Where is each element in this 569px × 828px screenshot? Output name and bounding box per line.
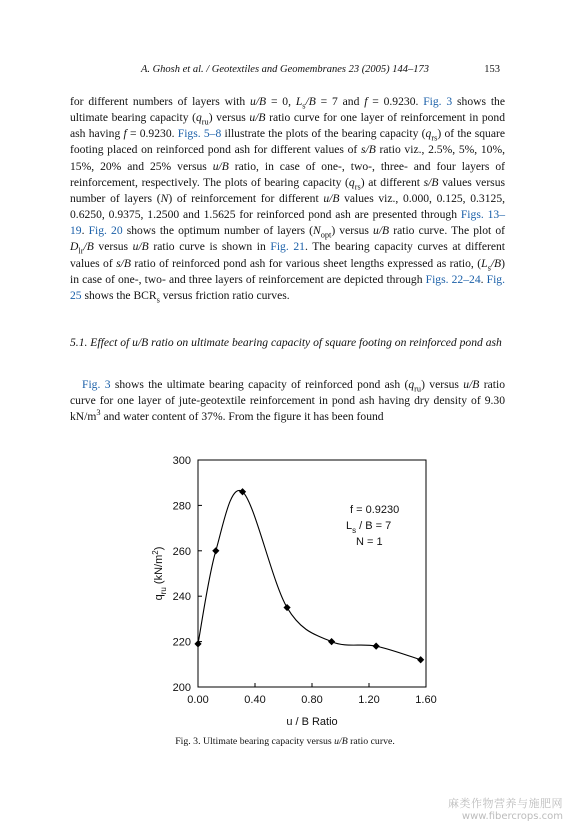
italic-text: D (70, 240, 79, 254)
text-run: ratio curve for one layer of jute-geotextile reinforcement in pond ash having dry density of 9.30 kN/m (70, 378, 505, 424)
data-point-marker (328, 638, 335, 645)
text-run: for different numbers of layers with (70, 95, 251, 108)
text-run: shows the optimum number of layers ( (122, 224, 313, 238)
italic-text: q (195, 111, 202, 125)
text-run: ) versus (331, 224, 374, 238)
text-run: ratio of reinforced pond ash for various sheet lengths expressed as ratio, ( (130, 256, 482, 270)
page-number: 153 (484, 64, 500, 75)
watermark-url: www.fibercrops.com (461, 811, 563, 822)
italic-text: L (295, 95, 303, 108)
text-run: and water content of 37%. From the figure it has been found (100, 410, 384, 424)
text-run: ) of reinforcement for different (168, 191, 324, 205)
y-axis-label: $q_{ru}$ $(kN/m^2)$ (151, 546, 168, 601)
running-title: A. Ghosh et al. / Geotextiles and Geomembranes 23 (2005) 144–173 (140, 64, 430, 75)
text-run: ratio curve is shown in (148, 240, 271, 254)
italic-text: /B (305, 95, 316, 108)
italic-text: f (364, 95, 368, 108)
x-tick-label: 0.40 (244, 694, 266, 706)
figure-reference-link[interactable]: Figs. 5–8 (177, 127, 222, 141)
figure-reference-link[interactable]: Fig. 3 (82, 378, 111, 391)
subscript: ru (201, 117, 209, 127)
y-tick-label: 200 (172, 682, 191, 694)
figure-reference-link[interactable]: Figs. 13–19 (70, 208, 505, 238)
y-tick-label: 240 (172, 591, 191, 604)
text-run: ratio, in case of one-, two-, three- and four layers of reinforcement, respectively. The plots of bearing capacity ( (70, 159, 505, 189)
text-run: illustrate the plots of the bearing capacity ( (221, 127, 426, 141)
annotation-n: N = 1 (356, 536, 383, 548)
plot-frame (198, 460, 426, 687)
italic-text: s/B (116, 256, 131, 270)
text-run: shows the ultimate bearing capacity ( (70, 95, 505, 125)
italic-text: u/B (250, 95, 267, 108)
y-tick-label: 220 (172, 636, 191, 649)
y-tick-label: 300 (172, 455, 191, 467)
text-run: . The bearing capacity curves at different values of (70, 240, 505, 270)
text-run: ) versus (421, 378, 464, 391)
watermark-text: 麻类作物营养与施肥网 (448, 797, 563, 810)
figure-3 (150, 450, 450, 730)
italic-text: u/B (463, 378, 480, 391)
subscript: opt (320, 230, 332, 240)
body-paragraph-2 (70, 377, 505, 425)
italic-text: N (312, 224, 321, 238)
y-tick-label: 280 (172, 500, 191, 513)
y-tick-label: 260 (172, 545, 191, 558)
italic-text: f (123, 127, 127, 141)
text-run: ratio curve. The plot of (389, 224, 505, 238)
italic-text: u/B (373, 224, 390, 238)
italic-text: /B (490, 256, 502, 270)
x-axis-label: u / B Ratio (286, 716, 338, 728)
subscript: rs (431, 133, 438, 143)
italic-text: u/B (323, 191, 340, 205)
data-point-marker (283, 604, 290, 611)
text-run: ) of the square footing placed on reinforced pond ash for different values of (70, 127, 505, 157)
figure-caption (70, 736, 500, 747)
italic-text: q (425, 127, 432, 141)
subscript: s (302, 101, 306, 111)
data-point-marker (373, 643, 380, 650)
figure-reference-link[interactable]: Fig. 3 (423, 95, 453, 108)
site-watermark (448, 795, 563, 822)
subscript: lr (78, 246, 84, 256)
x-tick-label: 0.80 (301, 694, 323, 706)
italic-text: u/B (249, 111, 266, 125)
text-run: ratio viz., 2.5%, 5%, 10%, 15%, 20% and 25% versus (70, 143, 506, 173)
caption-italic: u/B (334, 736, 348, 747)
text-run: ratio curve for one layer of reinforcement in pond ash having (70, 111, 506, 141)
bearing-capacity-chart (150, 450, 450, 730)
data-point-marker (212, 547, 219, 554)
italic-text: /B (83, 240, 94, 254)
text-run: ) in case of one-, two- and three layers of reinforcement are depicted through (70, 256, 505, 286)
text-run: = 0.9230. (367, 95, 424, 108)
caption-text: ratio curve. (347, 736, 395, 747)
superscript: 3 (96, 408, 101, 418)
data-point-marker (417, 656, 424, 663)
caption-text: Fig. 3. Ultimate bearing capacity versus (175, 736, 335, 747)
text-run: shows the BCR (81, 288, 157, 302)
subscript: s (156, 295, 160, 305)
italic-text: q (348, 175, 355, 189)
italic-text: s/B (423, 175, 439, 189)
italic-text: u/B (212, 159, 229, 173)
subscript: ru (414, 384, 422, 394)
x-tick-label: 1.20 (358, 694, 380, 706)
chart-annotations (346, 504, 399, 548)
figure-reference-link[interactable]: Fig. 25 (70, 272, 506, 302)
annotation-ls-b: $L_s / B = 7$ (346, 520, 392, 535)
text-run: versus (93, 240, 133, 254)
text-run: = 0, (266, 95, 296, 108)
subscript: s (487, 262, 491, 272)
text-run: values versus number of layers ( (70, 175, 506, 205)
figure-reference-link[interactable]: Fig. 20 (88, 224, 123, 238)
italic-text: N (160, 191, 169, 205)
text-run: versus friction ratio curves. (159, 288, 290, 302)
italic-text: L (481, 256, 488, 270)
italic-text: q (408, 378, 415, 391)
text-run: shows the ultimate bearing capacity of reinforced pond ash ( (110, 378, 409, 391)
text-run: values viz., 0.000, 0.125, 0.3125, 0.6250, 0.9375, 1.2500 and 1.5625 for reinforced pond ash are presented through (70, 191, 506, 222)
running-header (70, 64, 500, 80)
subscript: rs (354, 182, 361, 192)
text-run: ) versus (208, 111, 250, 125)
x-tick-label: 0.00 (187, 694, 209, 706)
body-paragraph-1 (70, 94, 505, 304)
x-tick-label: 1.60 (415, 694, 437, 706)
text-run: = 0.9230. (126, 127, 178, 141)
section-heading: 5.1. Effect of u/B ratio on ultimate bearing capacity of square footing on reinforced pond ash (70, 336, 502, 349)
text-run: = 7 and (315, 95, 365, 108)
figure-reference-link[interactable]: Figs. 22–24 (425, 272, 481, 286)
text-run: . (81, 224, 89, 238)
text-run: . (480, 272, 487, 286)
figure-reference-link[interactable]: Fig. 21 (270, 240, 305, 254)
annotation-f: f = 0.9230 (350, 504, 400, 516)
italic-text: u/B (132, 240, 149, 254)
text-run: ) at different (360, 175, 424, 189)
italic-text: s/B (360, 143, 376, 157)
